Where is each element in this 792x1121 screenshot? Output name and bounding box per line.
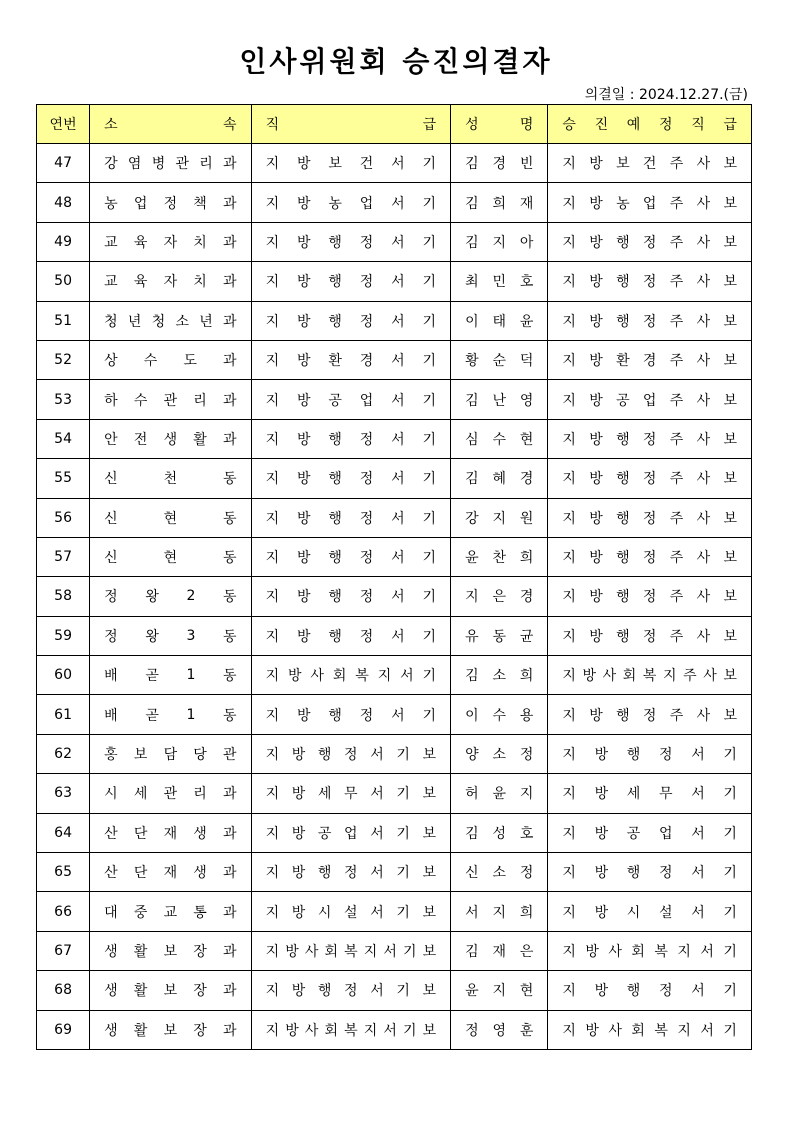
page-title: 인사위원회 승진의결자: [239, 45, 553, 78]
row-grade: 지 방 행 정 서 기: [251, 498, 451, 537]
row-num: 69: [37, 1010, 90, 1049]
row-promo: 지 방 공 업 주 사 보: [548, 380, 752, 419]
header-name: 성 명: [451, 105, 548, 144]
row-dept: 대 중 교 통 과: [90, 892, 251, 931]
row-promo: 지 방 행 정 주 사 보: [548, 616, 752, 655]
row-dept: 시 세 관 리 과: [90, 774, 251, 813]
table-row: [37, 1010, 752, 1049]
row-promo: 지 방 행 정 주 사 보: [548, 222, 752, 261]
table-row: [37, 380, 752, 419]
row-grade: 지 방 사 회 복 지 서 기: [251, 656, 451, 695]
table-row: [37, 656, 752, 695]
row-dept: 상 수 도 과: [90, 340, 251, 379]
row-name: 정 영 훈: [451, 1010, 548, 1049]
row-name: 김 경 빈: [451, 144, 548, 183]
row-name: 윤 찬 희: [451, 537, 548, 576]
row-promo: 지 방 사 회 복 지 서 기: [548, 931, 752, 970]
row-promo: 지 방 사 회 복 지 서 기: [548, 1010, 752, 1049]
row-name: 강 지 원: [451, 498, 548, 537]
row-promo: 지 방 행 정 주 사 보: [548, 695, 752, 734]
table-header-row: [37, 105, 752, 144]
row-dept: 신 현 동: [90, 498, 251, 537]
row-num: 57: [37, 537, 90, 576]
row-grade: 지 방 사 회 복 지 서 기 보: [251, 1010, 451, 1049]
row-dept: 배 곧 1 동: [90, 695, 251, 734]
row-promo: 지 방 환 경 주 사 보: [548, 340, 752, 379]
row-dept: 배 곧 1 동: [90, 656, 251, 695]
table-row: [37, 537, 752, 576]
row-name: 김 성 호: [451, 813, 548, 852]
row-num: 56: [37, 498, 90, 537]
table-row: [37, 853, 752, 892]
row-dept: 신 현 동: [90, 537, 251, 576]
table-body: [37, 144, 752, 1050]
row-grade: 지 방 시 설 서 기 보: [251, 892, 451, 931]
table-row: [37, 419, 752, 458]
row-grade: 지 방 행 정 서 기 보: [251, 853, 451, 892]
row-dept: 농 업 정 책 과: [90, 183, 251, 222]
table-row: [37, 459, 752, 498]
row-num: 62: [37, 734, 90, 773]
row-num: 53: [37, 380, 90, 419]
row-promo: 지 방 행 정 주 사 보: [548, 262, 752, 301]
row-promo: 지 방 보 건 주 사 보: [548, 144, 752, 183]
table-row: [37, 734, 752, 773]
table-row: [37, 183, 752, 222]
row-num: 64: [37, 813, 90, 852]
row-grade: 지 방 행 정 서 기: [251, 262, 451, 301]
row-grade: 지 방 농 업 서 기: [251, 183, 451, 222]
row-dept: 교 육 자 치 과: [90, 262, 251, 301]
row-name: 서 지 희: [451, 892, 548, 931]
row-num: 68: [37, 971, 90, 1010]
row-grade: 지 방 행 정 서 기: [251, 577, 451, 616]
row-num: 58: [37, 577, 90, 616]
row-name: 심 수 현: [451, 419, 548, 458]
row-num: 48: [37, 183, 90, 222]
row-dept: 강 염 병 관 리 과: [90, 144, 251, 183]
table-row: [37, 892, 752, 931]
row-name: 김 난 영: [451, 380, 548, 419]
row-promo: 지 방 농 업 주 사 보: [548, 183, 752, 222]
row-name: 김 소 희: [451, 656, 548, 695]
row-dept: 정 왕 3 동: [90, 616, 251, 655]
row-num: 59: [37, 616, 90, 655]
row-grade: 지 방 행 정 서 기: [251, 616, 451, 655]
row-promo: 지 방 행 정 주 사 보: [548, 301, 752, 340]
row-num: 67: [37, 931, 90, 970]
table-row: [37, 616, 752, 655]
table-row: [37, 262, 752, 301]
row-name: 지 은 경: [451, 577, 548, 616]
row-dept: 교 육 자 치 과: [90, 222, 251, 261]
row-num: 61: [37, 695, 90, 734]
row-grade: 지 방 보 건 서 기: [251, 144, 451, 183]
row-name: 이 태 윤: [451, 301, 548, 340]
row-dept: 산 단 재 생 과: [90, 813, 251, 852]
table-row: [37, 813, 752, 852]
row-grade: 지 방 행 정 서 기: [251, 537, 451, 576]
row-dept: 정 왕 2 동: [90, 577, 251, 616]
table-row: [37, 301, 752, 340]
row-promo: 지 방 시 설 서 기: [548, 892, 752, 931]
row-promo: 지 방 행 정 주 사 보: [548, 459, 752, 498]
row-dept: 생 활 보 장 과: [90, 931, 251, 970]
row-num: 51: [37, 301, 90, 340]
row-promo: 지 방 공 업 서 기: [548, 813, 752, 852]
table-row: [37, 340, 752, 379]
row-num: 50: [37, 262, 90, 301]
table-row: [37, 222, 752, 261]
row-num: 52: [37, 340, 90, 379]
row-promo: 지 방 세 무 서 기: [548, 774, 752, 813]
table-row: [37, 971, 752, 1010]
row-promo: 지 방 행 정 주 사 보: [548, 419, 752, 458]
table-row: [37, 577, 752, 616]
header-num: 연 번: [37, 105, 90, 144]
row-grade: 지 방 행 정 서 기 보: [251, 734, 451, 773]
row-dept: 신 천 동: [90, 459, 251, 498]
row-promo: 지 방 행 정 주 사 보: [548, 537, 752, 576]
row-name: 허 윤 지: [451, 774, 548, 813]
row-name: 유 동 균: [451, 616, 548, 655]
row-promo: 지 방 행 정 주 사 보: [548, 498, 752, 537]
row-promo: 지 방 행 정 서 기: [548, 853, 752, 892]
row-dept: 생 활 보 장 과: [90, 1010, 251, 1049]
row-num: 60: [37, 656, 90, 695]
table-row: [37, 498, 752, 537]
row-dept: 산 단 재 생 과: [90, 853, 251, 892]
row-dept: 생 활 보 장 과: [90, 971, 251, 1010]
row-grade: 지 방 환 경 서 기: [251, 340, 451, 379]
row-grade: 지 방 세 무 서 기 보: [251, 774, 451, 813]
row-grade: 지 방 행 정 서 기 보: [251, 971, 451, 1010]
row-promo: 지 방 행 정 주 사 보: [548, 577, 752, 616]
row-name: 최 민 호: [451, 262, 548, 301]
header-grade: 직 급: [251, 105, 451, 144]
row-name: 김 지 아: [451, 222, 548, 261]
row-dept: 청 년 청 소 년 과: [90, 301, 251, 340]
row-name: 이 수 용: [451, 695, 548, 734]
row-dept: 안 전 생 활 과: [90, 419, 251, 458]
row-num: 49: [37, 222, 90, 261]
header-promo: 승 진 예 정 직 급: [548, 105, 752, 144]
row-num: 55: [37, 459, 90, 498]
resolution-date: 의결일 : 2024.12.27.(금): [584, 87, 748, 103]
row-grade: 지 방 행 정 서 기: [251, 222, 451, 261]
row-name: 김 재 은: [451, 931, 548, 970]
row-name: 신 소 정: [451, 853, 548, 892]
row-dept: 하 수 관 리 과: [90, 380, 251, 419]
row-num: 54: [37, 419, 90, 458]
row-grade: 지 방 사 회 복 지 서 기 보: [251, 931, 451, 970]
table-row: [37, 774, 752, 813]
header-dept: 소 속: [90, 105, 251, 144]
row-dept: 홍 보 담 당 관: [90, 734, 251, 773]
row-name: 김 혜 경: [451, 459, 548, 498]
row-promo: 지 방 행 정 서 기: [548, 971, 752, 1010]
row-num: 65: [37, 853, 90, 892]
row-grade: 지 방 공 업 서 기 보: [251, 813, 451, 852]
table-row: [37, 144, 752, 183]
row-grade: 지 방 공 업 서 기: [251, 380, 451, 419]
row-name: 황 순 덕: [451, 340, 548, 379]
row-promo: 지 방 행 정 서 기: [548, 734, 752, 773]
row-grade: 지 방 행 정 서 기: [251, 301, 451, 340]
row-name: 양 소 정: [451, 734, 548, 773]
row-name: 윤 지 현: [451, 971, 548, 1010]
row-grade: 지 방 행 정 서 기: [251, 695, 451, 734]
row-promo: 지 방 사 회 복 지 주 사 보: [548, 656, 752, 695]
row-num: 63: [37, 774, 90, 813]
row-num: 66: [37, 892, 90, 931]
row-name: 김 희 재: [451, 183, 548, 222]
promotion-table: [36, 104, 752, 1050]
table-row: [37, 695, 752, 734]
row-num: 47: [37, 144, 90, 183]
table-row: [37, 931, 752, 970]
row-grade: 지 방 행 정 서 기: [251, 459, 451, 498]
row-grade: 지 방 행 정 서 기: [251, 419, 451, 458]
